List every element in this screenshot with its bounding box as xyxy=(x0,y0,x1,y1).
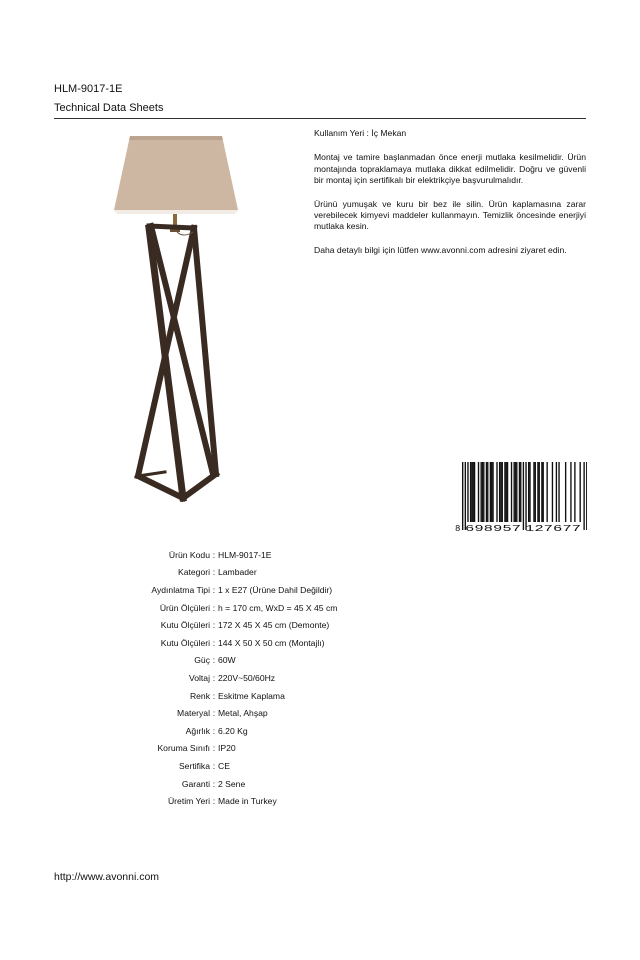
barcode-bar xyxy=(504,462,505,522)
spec-label: Kutu Ölçüleri xyxy=(160,620,210,631)
barcode-bar xyxy=(552,462,553,522)
barcode-bar xyxy=(500,462,501,522)
spec-label: Sertifika xyxy=(178,760,210,771)
barcode-bar xyxy=(507,462,508,522)
spec-row xyxy=(60,792,460,810)
spec-value: 6.20 Kg xyxy=(218,725,248,736)
barcode-bar xyxy=(520,462,521,522)
barcode-bar xyxy=(492,462,493,522)
spec-separator: : xyxy=(212,584,216,595)
spec-row xyxy=(60,546,460,564)
spec-row xyxy=(60,740,460,758)
barcode-bar xyxy=(511,462,512,522)
spec-row xyxy=(60,775,460,793)
spec-value: Lambader xyxy=(218,567,257,578)
barcode-bar xyxy=(523,462,524,530)
spec-separator: : xyxy=(212,637,216,648)
barcode xyxy=(455,462,587,534)
spec-row xyxy=(60,634,460,652)
barcode-first-digit: 8 xyxy=(455,524,461,534)
spec-value: Made in Turkey xyxy=(218,796,277,807)
spec-value: 60W xyxy=(218,655,236,666)
barcode-bar xyxy=(467,462,468,522)
barcode-bar xyxy=(465,462,466,530)
barcode-bar xyxy=(529,462,530,522)
spec-separator: : xyxy=(212,725,216,736)
spec-label: Voltaj xyxy=(188,672,210,683)
barcode-bar xyxy=(543,462,544,522)
floor-lamp-image xyxy=(105,128,250,506)
header-divider xyxy=(54,118,586,119)
spec-value: Metal, Ahşap xyxy=(218,708,268,719)
spec-separator: : xyxy=(212,760,216,771)
spec-row xyxy=(60,652,460,670)
barcode-bar xyxy=(491,462,492,522)
spec-separator: : xyxy=(212,620,216,631)
spec-label: Ürün Kodu xyxy=(168,549,210,560)
spec-row xyxy=(60,564,460,582)
barcode-left-group: 698957 xyxy=(465,523,521,534)
spec-value: 144 X 50 X 50 cm (Montajlı) xyxy=(218,637,325,648)
barcode-bar xyxy=(496,462,497,522)
spec-row xyxy=(60,687,460,705)
barcode-bar xyxy=(513,462,514,522)
spec-label: Ağırlık xyxy=(185,725,210,736)
barcode-bar xyxy=(480,462,481,522)
barcode-bar xyxy=(470,462,471,522)
barcode-bar xyxy=(483,462,484,522)
barcode-bar xyxy=(487,462,488,522)
spec-value: 220V~50/60Hz xyxy=(218,672,276,683)
spec-table xyxy=(60,546,460,810)
spec-value: Eskitme Kaplama xyxy=(218,690,285,701)
spec-row xyxy=(60,669,460,687)
barcode-bar xyxy=(482,462,483,522)
spec-separator: : xyxy=(212,690,216,701)
spec-label: Kutu Ölçüleri xyxy=(160,637,210,648)
barcode-bar xyxy=(528,462,529,522)
barcode-bar xyxy=(486,462,487,522)
barcode-bar xyxy=(471,462,472,522)
lamp-frame xyxy=(138,226,216,498)
spec-separator: : xyxy=(212,549,216,560)
product-code-title: HLM-9017-1E xyxy=(54,83,123,95)
spec-separator: : xyxy=(212,655,216,666)
spec-label: Aydınlatma Tipi xyxy=(151,584,210,595)
spec-separator: : xyxy=(212,778,216,789)
barcode-bar xyxy=(516,462,517,522)
barcode-bar xyxy=(558,462,559,522)
spec-row xyxy=(60,581,460,599)
barcode-bar xyxy=(473,462,474,522)
document-header xyxy=(54,82,586,115)
barcode-right-group: 127677 xyxy=(525,523,581,534)
spec-label: Renk xyxy=(189,690,210,701)
cleaning-instructions: Ürünü yumuşak ve kuru bir bez ile silin. Ürün kaplamasına zarar verebilecek kimyevi maddeler kullanmayın. Temizlik öncesinde enerjiyi mutlaka kesin. xyxy=(314,198,586,232)
barcode-bar xyxy=(519,462,520,522)
barcode-bar xyxy=(539,462,540,522)
spec-value: CE xyxy=(218,760,230,771)
barcode-bar xyxy=(462,462,463,530)
spec-value: IP20 xyxy=(218,743,236,754)
barcode-bar xyxy=(535,462,536,522)
spec-separator: : xyxy=(212,567,216,578)
barcode-bar xyxy=(474,462,475,522)
barcode-bar xyxy=(541,462,542,522)
barcode-bar xyxy=(546,462,547,522)
barcode-bar xyxy=(515,462,516,522)
barcode-bar xyxy=(525,462,526,530)
spec-value: 2 Sene xyxy=(218,778,246,789)
spec-row xyxy=(60,722,460,740)
website-note: Daha detaylı bilgi için lütfen www.avonni.com adresini ziyaret edin. xyxy=(314,244,567,255)
spec-label: Koruma Sınıfı xyxy=(157,743,210,754)
spec-label: Garanti xyxy=(181,778,210,789)
barcode-bar xyxy=(579,462,580,522)
document-subtitle: Technical Data Sheets xyxy=(54,102,164,114)
spec-value: HLM-9017-1E xyxy=(218,549,272,560)
spec-label: Güç xyxy=(194,655,210,666)
barcode-bars xyxy=(462,462,587,530)
barcode-bar xyxy=(499,462,500,522)
spec-row xyxy=(60,599,460,617)
spec-separator: : xyxy=(212,743,216,754)
spec-value: 1 x E27 (Ürüne Dahil Değildir) xyxy=(218,584,333,595)
spec-label: Kategori xyxy=(177,567,210,578)
barcode-bar xyxy=(586,462,587,530)
barcode-bar xyxy=(583,462,584,530)
barcode-bar xyxy=(490,462,491,522)
barcode-bar xyxy=(533,462,534,522)
barcode-bar xyxy=(502,462,503,522)
barcode-bar xyxy=(565,462,566,522)
barcode-bar xyxy=(556,462,557,522)
spec-label: Ürün Ölçüleri xyxy=(159,602,210,613)
barcode-bar xyxy=(537,462,538,522)
spec-value: 172 X 45 X 45 cm (Demonte) xyxy=(218,620,330,631)
barcode-bar xyxy=(570,462,571,522)
spec-separator: : xyxy=(212,672,216,683)
barcode-bar xyxy=(478,462,479,522)
spec-row xyxy=(60,757,460,775)
spec-row xyxy=(60,704,460,722)
spec-separator: : xyxy=(212,708,216,719)
lamp-shade xyxy=(114,136,238,210)
spec-separator: : xyxy=(212,602,216,613)
spec-value: h = 170 cm, WxD = 45 X 45 cm xyxy=(218,602,338,613)
barcode-bar xyxy=(574,462,575,522)
spec-row xyxy=(60,616,460,634)
barcode-bar xyxy=(506,462,507,522)
safety-warning: Montaj ve tamire başlanmadan önce enerji mutlaka kesilmelidir. Ürün montajında topraklamaya mutlaka dikkat edilmelidir. Doğru ve güvenli bir montaj için sertifikalı bir elektrikçiye başvurulmalıdır. xyxy=(314,152,586,186)
spec-label: Materyal xyxy=(177,708,210,719)
usage-info xyxy=(314,128,586,268)
usage-location: Kullanım Yeri : İç Mekan xyxy=(314,128,407,138)
footer-url: http://www.avonni.com xyxy=(54,871,160,883)
spec-separator: : xyxy=(212,796,216,807)
spec-label: Üretim Yeri xyxy=(167,796,210,807)
